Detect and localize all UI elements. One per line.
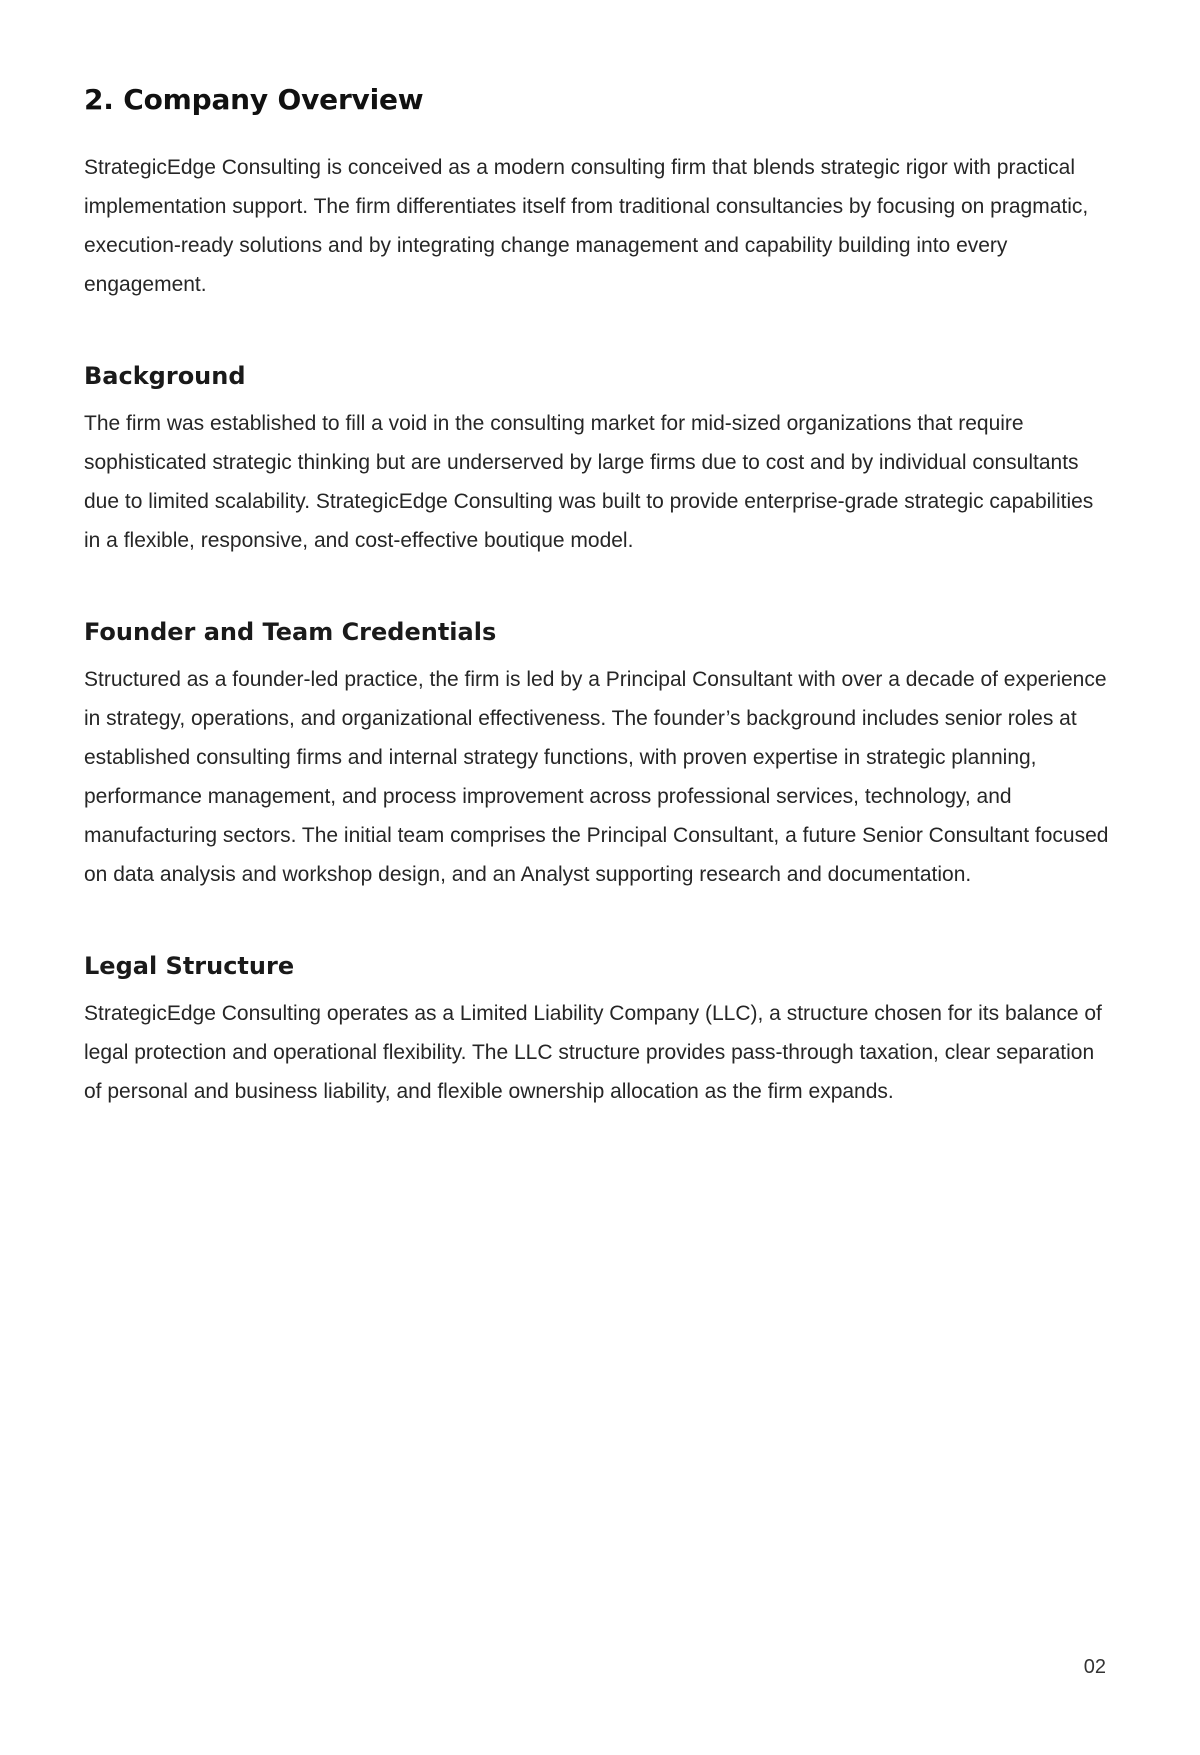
legal-structure-section (84, 948, 1114, 1111)
background-section (84, 358, 1114, 560)
background-heading: Background (84, 362, 246, 390)
legal-structure-paragraph: StrategicEdge Consulting operates as a Limited Liability Company (LLC), a structure chosen for its balance of legal protection and operational flexibility. The LLC structure provides pass-through taxation, clear separation of personal and business liability, and flexible ownership allocation as the firm expands. (84, 1002, 1102, 1103)
background-paragraph: The firm was established to fill a void in the consulting market for mid-sized organizations that require sophisticated strategic thinking but are underserved by large firms due to cost and by individual consultants due to limited scalability. StrategicEdge Consulting was built to provide enterprise-grade strategic capabilities in a flexible, responsive, and cost-effective boutique model. (84, 412, 1094, 552)
section-heading: 2. Company Overview (84, 83, 424, 116)
founder-team-section (84, 614, 1114, 894)
intro-paragraph: StrategicEdge Consulting is conceived as a modern consulting firm that blends strategic rigor with practical implementation support. The firm differentiates itself from traditional consultancies by focusing on pragmatic, execution-ready solutions and by integrating change management and capability building into every engagement. (84, 156, 1089, 296)
founder-team-paragraph: Structured as a founder-led practice, the firm is led by a Principal Consultant with over a decade of experience in strategy, operations, and organizational effectiveness. The founder’s background includes senior roles at established consulting firms and internal strategy functions, with proven expertise in strategic planning, performance management, and process improvement across professional services, technology, and manufacturing sectors. The initial team comprises the Principal Consultant, a future Senior Consultant focused on data analysis and workshop design, and an Analyst supporting research and documentation. (84, 668, 1109, 886)
legal-structure-heading: Legal Structure (84, 952, 295, 980)
page-number: 02 (1083, 1656, 1106, 1678)
founder-team-heading: Founder and Team Credentials (84, 618, 497, 646)
page-content (84, 78, 1114, 1111)
